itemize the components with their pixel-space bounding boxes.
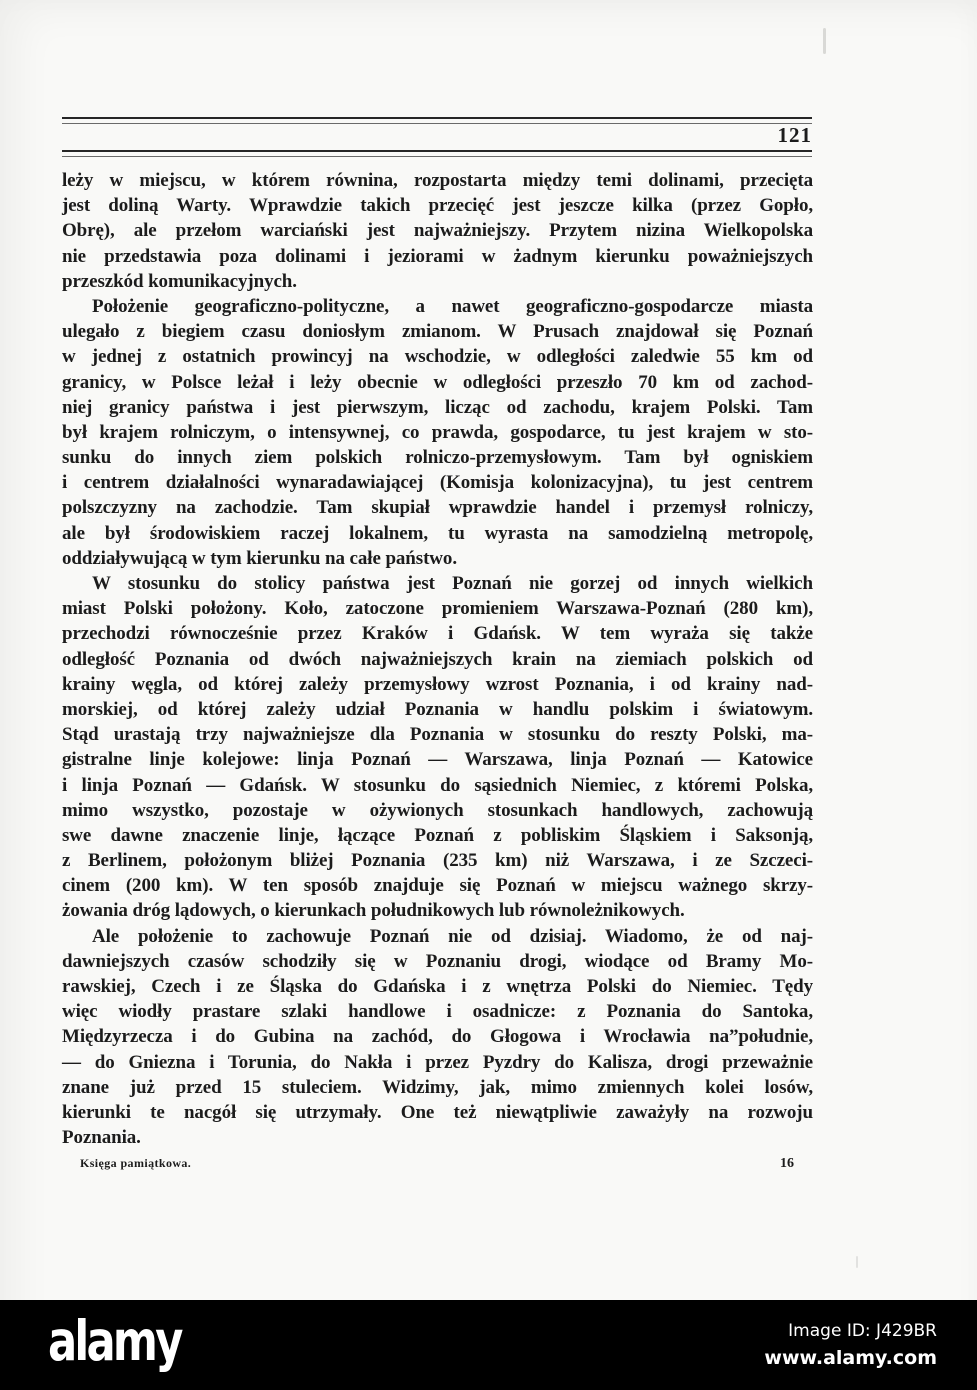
text-line: sunku do innych ziem polskich rolniczo-przemysłowym. Tam był ogniskiem [62, 447, 813, 469]
text-line: morskiej, od której zależy udział Poznania w handlu polskim i światowym. [62, 698, 813, 720]
signature-number: 16 [780, 1156, 794, 1171]
text-line: leży w miejscu, w którem równina, rozpostarta między temi dolinami, przecięta [62, 170, 813, 191]
text-line: rawskiej, Czech i ze Śląska do Gdańska i z wnętrza Polski do Niemiec. Tędy [62, 976, 813, 997]
text-line: gistralne linje kolejowe: linja Poznań — Warszawa, linja Poznań — Katowice [62, 749, 813, 771]
page-footer [62, 1156, 794, 1172]
text-line: znane już przed 15 stuleciem. Widzimy, jak, mimo zmiennych kolei losów, [62, 1076, 813, 1098]
text-line: krainy węgla, od której zależy przemysłowy wzrost Poznania, i od krainy nad- [62, 673, 813, 695]
text-line: i centrem działalności wynaradawiającej (Komisja kolonizacyjna), tu jest centrem [62, 472, 813, 494]
text-line: polszczyzny na zachodzie. Tam skupiał wprawdzie handel i przemysł rolniczy, [62, 497, 813, 519]
text-line: oddziaływującą w tym kierunku na całe państwo. [62, 547, 457, 569]
text-line: i linja Poznań — Gdańsk. W stosunku do sąsiednich Niemiec, z któremi Polska, [62, 774, 813, 796]
scan-artifact [823, 28, 826, 54]
text-line: kierunki te nacgół się utrzymały. One też niewątpliwie zaważyły na rozwoju [62, 1101, 813, 1123]
text-line: jest doliną Warty. Wprawdzie takich przecięć jest jeszcze kilka (przez Gopło, [62, 195, 813, 217]
text-line: Położenie geograficzno-polityczne, a nawet geograficzno-gospodarcze miasta [92, 295, 813, 317]
watermark-bar [0, 1300, 977, 1390]
text-line: granicy, w Polsce leżał i leży obecnie w odległości przeszło 70 km od zachod- [62, 371, 813, 393]
text-line: mimo wszystko, pozostaje w ożywionych stosunkach handlowych, zachowują [62, 799, 813, 821]
text-line: Poznania. [62, 1127, 141, 1149]
alamy-url-text: www.alamy.com [764, 1347, 937, 1369]
text-line: nie przedstawia poza dolinami i jeziorami w żadnym kierunku poważniejszych [62, 245, 813, 267]
page-number: 121 [777, 123, 812, 147]
text-line: przeszkód komunikacyjnych. [62, 270, 297, 292]
text-line: Międzyrzecza i do Gubina na zachód, do Głogowa i Wrocławia na”południe, [62, 1026, 813, 1048]
text-line: był krajem rolniczym, o intensywnej, co prawda, gospodarce, tu jest krajem w sto- [62, 421, 813, 443]
alamy-logo: alamy [48, 1309, 181, 1374]
text-line: miast Polski położony. Koło, zatoczone promieniem Warszawa-Poznań (280 km), [62, 598, 813, 620]
text-line: w jednej z ostatnich prowincyj na wschodzie, w odległości zaledwie 55 km od [62, 346, 813, 368]
scan-artifact-2 [856, 1256, 858, 1268]
header-rule-bottom [62, 150, 812, 157]
text-line: przechodzi równocześnie przez Kraków i Gdańsk. W tem wyraża się także [62, 623, 813, 645]
text-line: — do Gniezna i Torunia, do Nakła i przez Pyzdry do Kalisza, drogi przeważnie [62, 1051, 813, 1073]
text-line: niej granicy państwa i jest pierwszym, licząc od zachodu, krajem Polski. Tam [62, 396, 813, 418]
text-line: swe dawne znaczenie linje, łączące Poznań z pobliskim Śląskiem i Saksonją, [62, 824, 813, 846]
watermark-info [764, 1318, 937, 1372]
text-line: Ale położenie to zachowuje Poznań nie od dzisiaj. Wiadomo, że od naj- [92, 925, 813, 947]
text-line: cinem (200 km). W ten sposób znajduje się Poznań w miejscu ważnego skrzy- [62, 875, 813, 897]
text-line: W stosunku do stolicy państwa jest Poznań nie gorzej od innych wielkich [92, 573, 813, 594]
text-line: dawniejszych czasów schodziły się w Poznaniu drogi, wiodące od Bramy Mo- [62, 950, 813, 972]
text-line: z Berlinem, położonym bliżej Poznania (235 km) niż Warszawa, i ze Szczeci- [62, 850, 813, 872]
page-body [62, 168, 813, 1150]
text-line: Obrę), ale przełom warciański jest najważniejszy. Przytem nizina Wielkopolska [62, 220, 813, 242]
text-line: więc wiodły prastare szlaki handlowe i osadnicze: z Poznania do Santoka, [62, 1001, 813, 1023]
image-id-text: Image ID: J429BR [788, 1321, 937, 1341]
text-line: ulegało z biegiem czasu doniosłym zmianom. W Prusach znajdował się Poznań [62, 321, 813, 343]
text-line: odległość Poznania od dwóch najważniejszych krain na ziemiach polskich od [62, 648, 813, 670]
text-line: Stąd urastają trzy najważniejsze dla Poznania w stosunku do reszty Polski, ma- [62, 724, 813, 746]
running-title: Księga pamiątkowa. [80, 1156, 192, 1170]
text-line: żowania dróg lądowych, o kierunkach południkowych lub równoleżnikowych. [62, 900, 685, 922]
text-line: ale był środowiskiem raczej lokalnem, tu wyrasta na samodzielną metropolę, [62, 522, 813, 544]
